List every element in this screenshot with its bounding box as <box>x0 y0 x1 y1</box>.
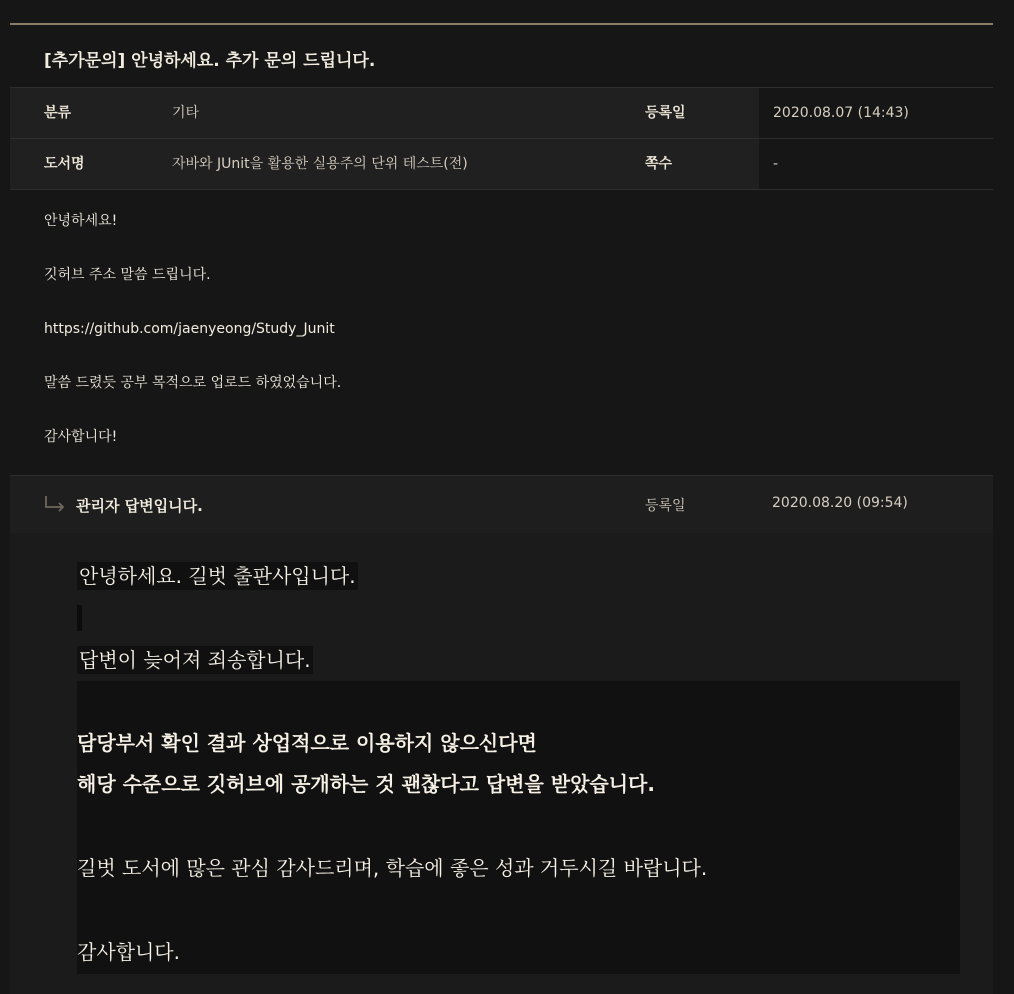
reply-line: 길벗 도서에 많은 관심 감사드리며, 학습에 좋은 성과 거두시길 바랍니다. <box>77 856 708 880</box>
question-line: 깃허브 주소 말씀 드립니다. <box>44 267 211 283</box>
book-label: 도서명 <box>10 139 158 189</box>
question-content <box>44 212 944 482</box>
date-value: 2020.08.07 (14:43) <box>773 105 909 121</box>
reply-line: 담당부서 확인 결과 상업적으로 이용하지 않으신다면 <box>77 731 537 755</box>
post-title: [추가문의] 안녕하세요. 추가 문의 드립니다. <box>44 51 376 71</box>
post-info-table <box>10 87 993 190</box>
reply-highlight-block <box>77 681 960 974</box>
reply-title: 관리자 답변입니다. <box>76 497 203 515</box>
page-value: - <box>773 156 779 172</box>
info-row-category <box>10 87 993 138</box>
book-value: 자바와 JUnit을 활용한 실용주의 단위 테스트(전) <box>158 139 611 189</box>
reply-line: 해당 수준으로 깃허브에 공개하는 것 괜찮다고 답변을 받았습니다. <box>77 772 655 796</box>
category-label: 분류 <box>10 88 158 138</box>
question-line: 말씀 드렸듯 공부 목적으로 업로드 하였었습니다. <box>44 375 342 391</box>
reply-line: 답변이 늦어져 죄송합니다. <box>79 648 311 672</box>
reply-line: 안녕하세요. 길벗 출판사입니다. <box>79 564 356 588</box>
github-link[interactable]: https://github.com/jaenyeong/Study_Junit <box>44 321 335 337</box>
info-row-book <box>10 138 993 190</box>
reply-date-value: 2020.08.20 (09:54) <box>772 495 908 511</box>
page-label: 쪽수 <box>611 139 759 189</box>
reply-header <box>10 475 993 534</box>
blank-line-marker <box>77 605 82 631</box>
date-label: 등록일 <box>611 88 759 138</box>
top-divider <box>10 23 993 25</box>
reply-body <box>10 533 993 994</box>
question-line: 감사합니다! <box>44 429 118 445</box>
question-line: 안녕하세요! <box>44 213 118 229</box>
reply-date-label: 등록일 <box>645 498 686 514</box>
reply-line: 감사합니다. <box>77 940 180 964</box>
category-value: 기타 <box>158 88 611 138</box>
reply-arrow-icon <box>44 495 66 513</box>
